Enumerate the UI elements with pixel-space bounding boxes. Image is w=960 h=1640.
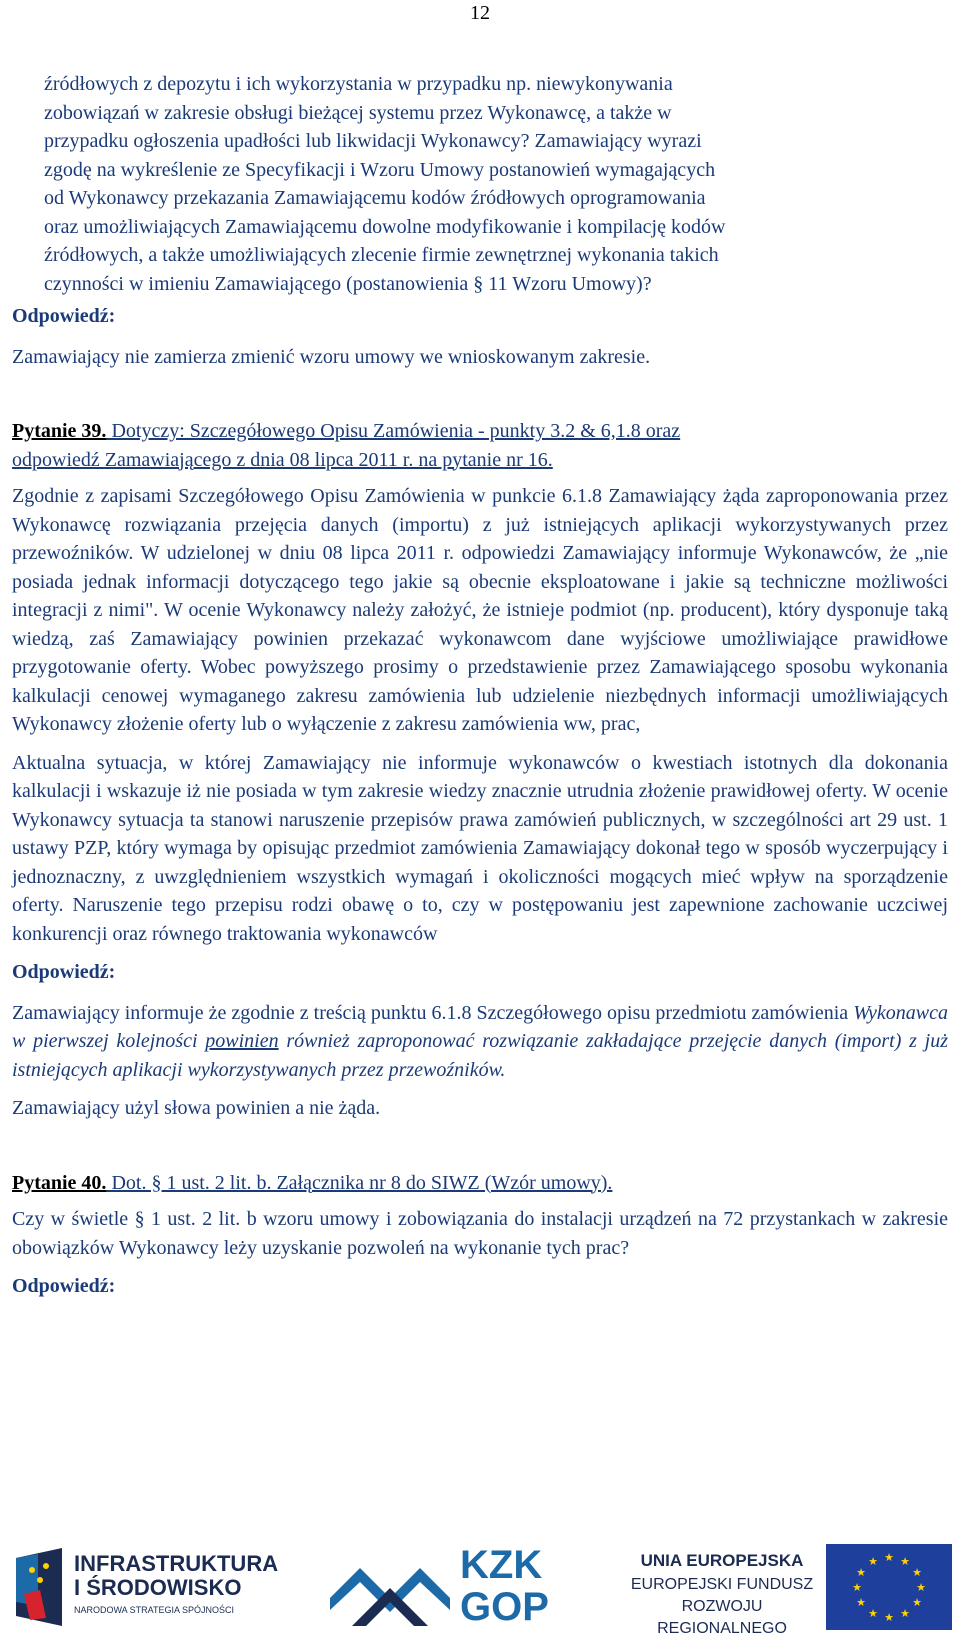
logo2-line2: GOP bbox=[460, 1585, 549, 1629]
answer-label: Odpowiedź: bbox=[12, 1275, 116, 1297]
question-40-label: Pytanie 40. bbox=[12, 1171, 107, 1194]
question-39-label: Pytanie 39. bbox=[12, 420, 107, 442]
logo3-line1: UNIA EUROPEJSKA bbox=[640, 1551, 804, 1570]
logo1-line3: NARODOWA STRATEGIA SPÓJNOŚCI bbox=[74, 1605, 235, 1615]
logo-kzk-gop bbox=[330, 1542, 550, 1632]
question-38-continuation bbox=[44, 70, 948, 298]
answer-39-intro: Zamawiający informuje że zgodnie z treścią punktu 6.1.8 Szczegółowego opisu przedmiotu zamówienia bbox=[12, 1001, 854, 1024]
answer-38-text: Zamawiający nie zamierza zmienić wzoru umowy we wnioskowanym zakresie. bbox=[12, 345, 651, 368]
document-body bbox=[12, 70, 948, 1313]
question-40-title: Dot. § 1 ust. 2 lit. b. Załącznika nr 8 do SIWZ (Wzór umowy). bbox=[106, 1171, 613, 1194]
continuation-line: od Wykonawcy przekazania Zamawiającemu kodów źródłowych oprogramowania bbox=[44, 187, 706, 209]
logo-unia-europejska bbox=[622, 1542, 956, 1637]
question-39-title-line1: Dotyczy: Szczegółowego Opisu Zamówienia - punkty 3.2 & 6,1.8 oraz bbox=[106, 420, 681, 442]
logo-infrastruktura-srodowisko bbox=[8, 1542, 279, 1632]
svg-text:★: ★ bbox=[884, 1551, 894, 1564]
question-40-body: Czy w świetle § 1 ust. 2 lit. b wzoru umowy i zobowiązania do instalacji urządzeń na 72 przystankach w zakresie obowiązków Wykonawcy leży uzyskanie pozwoleń na wykonanie tych prac? bbox=[12, 1208, 948, 1259]
question-39-title-line2: odpowiedź Zamawiającego z dnia 08 lipca 2011 r. na pytanie nr 16. bbox=[12, 448, 553, 471]
logo3-line3: ROZWOJU REGIONALNEGO bbox=[657, 1598, 787, 1637]
continuation-line: źródłowych z depozytu i ich wykorzystania w przypadku np. niewykonywania bbox=[44, 73, 673, 95]
answer-39-closing: Zamawiający użyl słowa powinien a nie żąda. bbox=[12, 1097, 381, 1119]
logo1-line1: INFRASTRUKTURA bbox=[74, 1551, 279, 1576]
question-40-heading bbox=[12, 1169, 948, 1198]
answer-label: Odpowiedź: bbox=[12, 961, 116, 983]
svg-text:★: ★ bbox=[912, 1566, 922, 1579]
question-39-paragraph-2: Aktualna sytuacja, w której Zamawiający nie informuje wykonawców o kwestiach istotnych dla dokonania kalkulacji i wskazuje iż nie posiada w tym zakresie wiedzy znacznie utrudnia złożenie prawidłowej oferty. W ocenie Wykonawcy sytuacja ta stanowi naruszenie przepisów prawa zamówień publicznych, w szczególności art 29 ust. 1 ustawy PZP, który wymaga by opisując przedmiot zamówienia Zamawiający dokonał tego w sposób wyczerpujący i jednoznaczny, z uwzględnieniem wszystkich wymagań i okoliczności mogących mieć wpływ na sporządzenie oferty. Naruszenie tego przepisu rodzi obawę o to, czy w postępowaniu jest zapewnione zachowanie uczciwej konkurencji oraz równego traktowania wykonawców bbox=[12, 751, 948, 945]
answer-39-italic-underlined: powinien bbox=[205, 1030, 279, 1052]
svg-text:★: ★ bbox=[852, 1581, 862, 1594]
svg-text:★: ★ bbox=[916, 1581, 926, 1594]
svg-text:★: ★ bbox=[912, 1596, 922, 1609]
question-39-paragraph-1: Zgodnie z zapisami Szczegółowego Opisu Zamówienia w punkcie 6.1.8 Zamawiający żąda zaproponowania przez Wykonawcę rozwiązania przejęcia danych (importu) z już istniejących aplikacji wykorzystywanych przez przewoźników. W udzielonej w dniu 08 lipca 2011 r. odpowiedzi Zamawiający informuje Wykonawców, że „nie posiada jednak informacji dotyczącego tego jakie są obecnie eksploatowane i jakie są techniczne możliwości integracji z nimi". W ocenie Wykonawcy należy założyć, że istnieje podmiot (np. producent), który dysponuje taką wiedzą, zaś Zamawiający powinien przekazać wykonawcom dane wyjściowe umożliwiające prawidłowe przygotowanie oferty. Wobec powyższego prosimy o przedstawienie przez Zamawiającego sposobu wykonania kalkulacji cenowej wymaganego zakresu zamówienia lub udzielenie niezbędnych informacji umożliwiających Wykonawcy złożenie oferty lub o wyłączenie z zakresu zamówienia ww, prac, bbox=[12, 485, 948, 735]
infrastruktura-emblem-icon bbox=[10, 1546, 68, 1628]
continuation-line: zobowiązań w zakresie obsługi bieżącej systemu przez Wykonawcę, a także w bbox=[44, 101, 672, 124]
answer-39-italic-2: również zaproponować rozwiązanie zakładające przejęcie danych (import) z już istniejących aplikacji wykorzystywanych przez przewoźników. bbox=[12, 1030, 948, 1081]
logo1-line2: I ŚRODOWISKO bbox=[74, 1575, 242, 1600]
svg-text:★: ★ bbox=[856, 1566, 866, 1579]
svg-text:★: ★ bbox=[856, 1596, 866, 1609]
eu-flag-icon bbox=[826, 1544, 952, 1630]
question-39-heading bbox=[12, 417, 948, 474]
continuation-line: źródłowych, a także umożliwiających zlecenie firmie zewnętrznej wykonania takich bbox=[44, 244, 719, 266]
page-number: 12 bbox=[470, 2, 490, 24]
continuation-line: zgodę na wykreślenie ze Specyfikacji i Wzoru Umowy postanowień wymagających bbox=[44, 158, 716, 181]
continuation-line: czynności w imieniu Zamawiającego (postanowienia § 11 Wzoru Umowy)? bbox=[44, 272, 652, 295]
answer-39-text bbox=[12, 999, 948, 1085]
svg-text:★: ★ bbox=[868, 1555, 878, 1568]
svg-text:★: ★ bbox=[884, 1611, 894, 1624]
logo2-line1: KZK bbox=[460, 1543, 543, 1587]
answer-label: Odpowiedź: bbox=[12, 305, 116, 327]
continuation-line: oraz umożliwiających Zamawiającemu dowolne modyfikowanie i kompilację kodów bbox=[44, 215, 726, 238]
answer-39-italic-1: Wykonawca w pierwszej kolejności bbox=[12, 1001, 948, 1052]
continuation-line: przypadku ogłoszenia upadłości lub likwidacji Wykonawcy? Zamawiający wyrazi bbox=[44, 130, 702, 152]
svg-text:★: ★ bbox=[868, 1607, 878, 1620]
footer-logos bbox=[0, 1542, 960, 1637]
svg-text:★: ★ bbox=[900, 1607, 910, 1620]
kzk-gop-chevron-icon bbox=[330, 1548, 450, 1626]
svg-text:★: ★ bbox=[900, 1555, 910, 1568]
logo3-line2: EUROPEJSKI FUNDUSZ bbox=[630, 1576, 814, 1593]
